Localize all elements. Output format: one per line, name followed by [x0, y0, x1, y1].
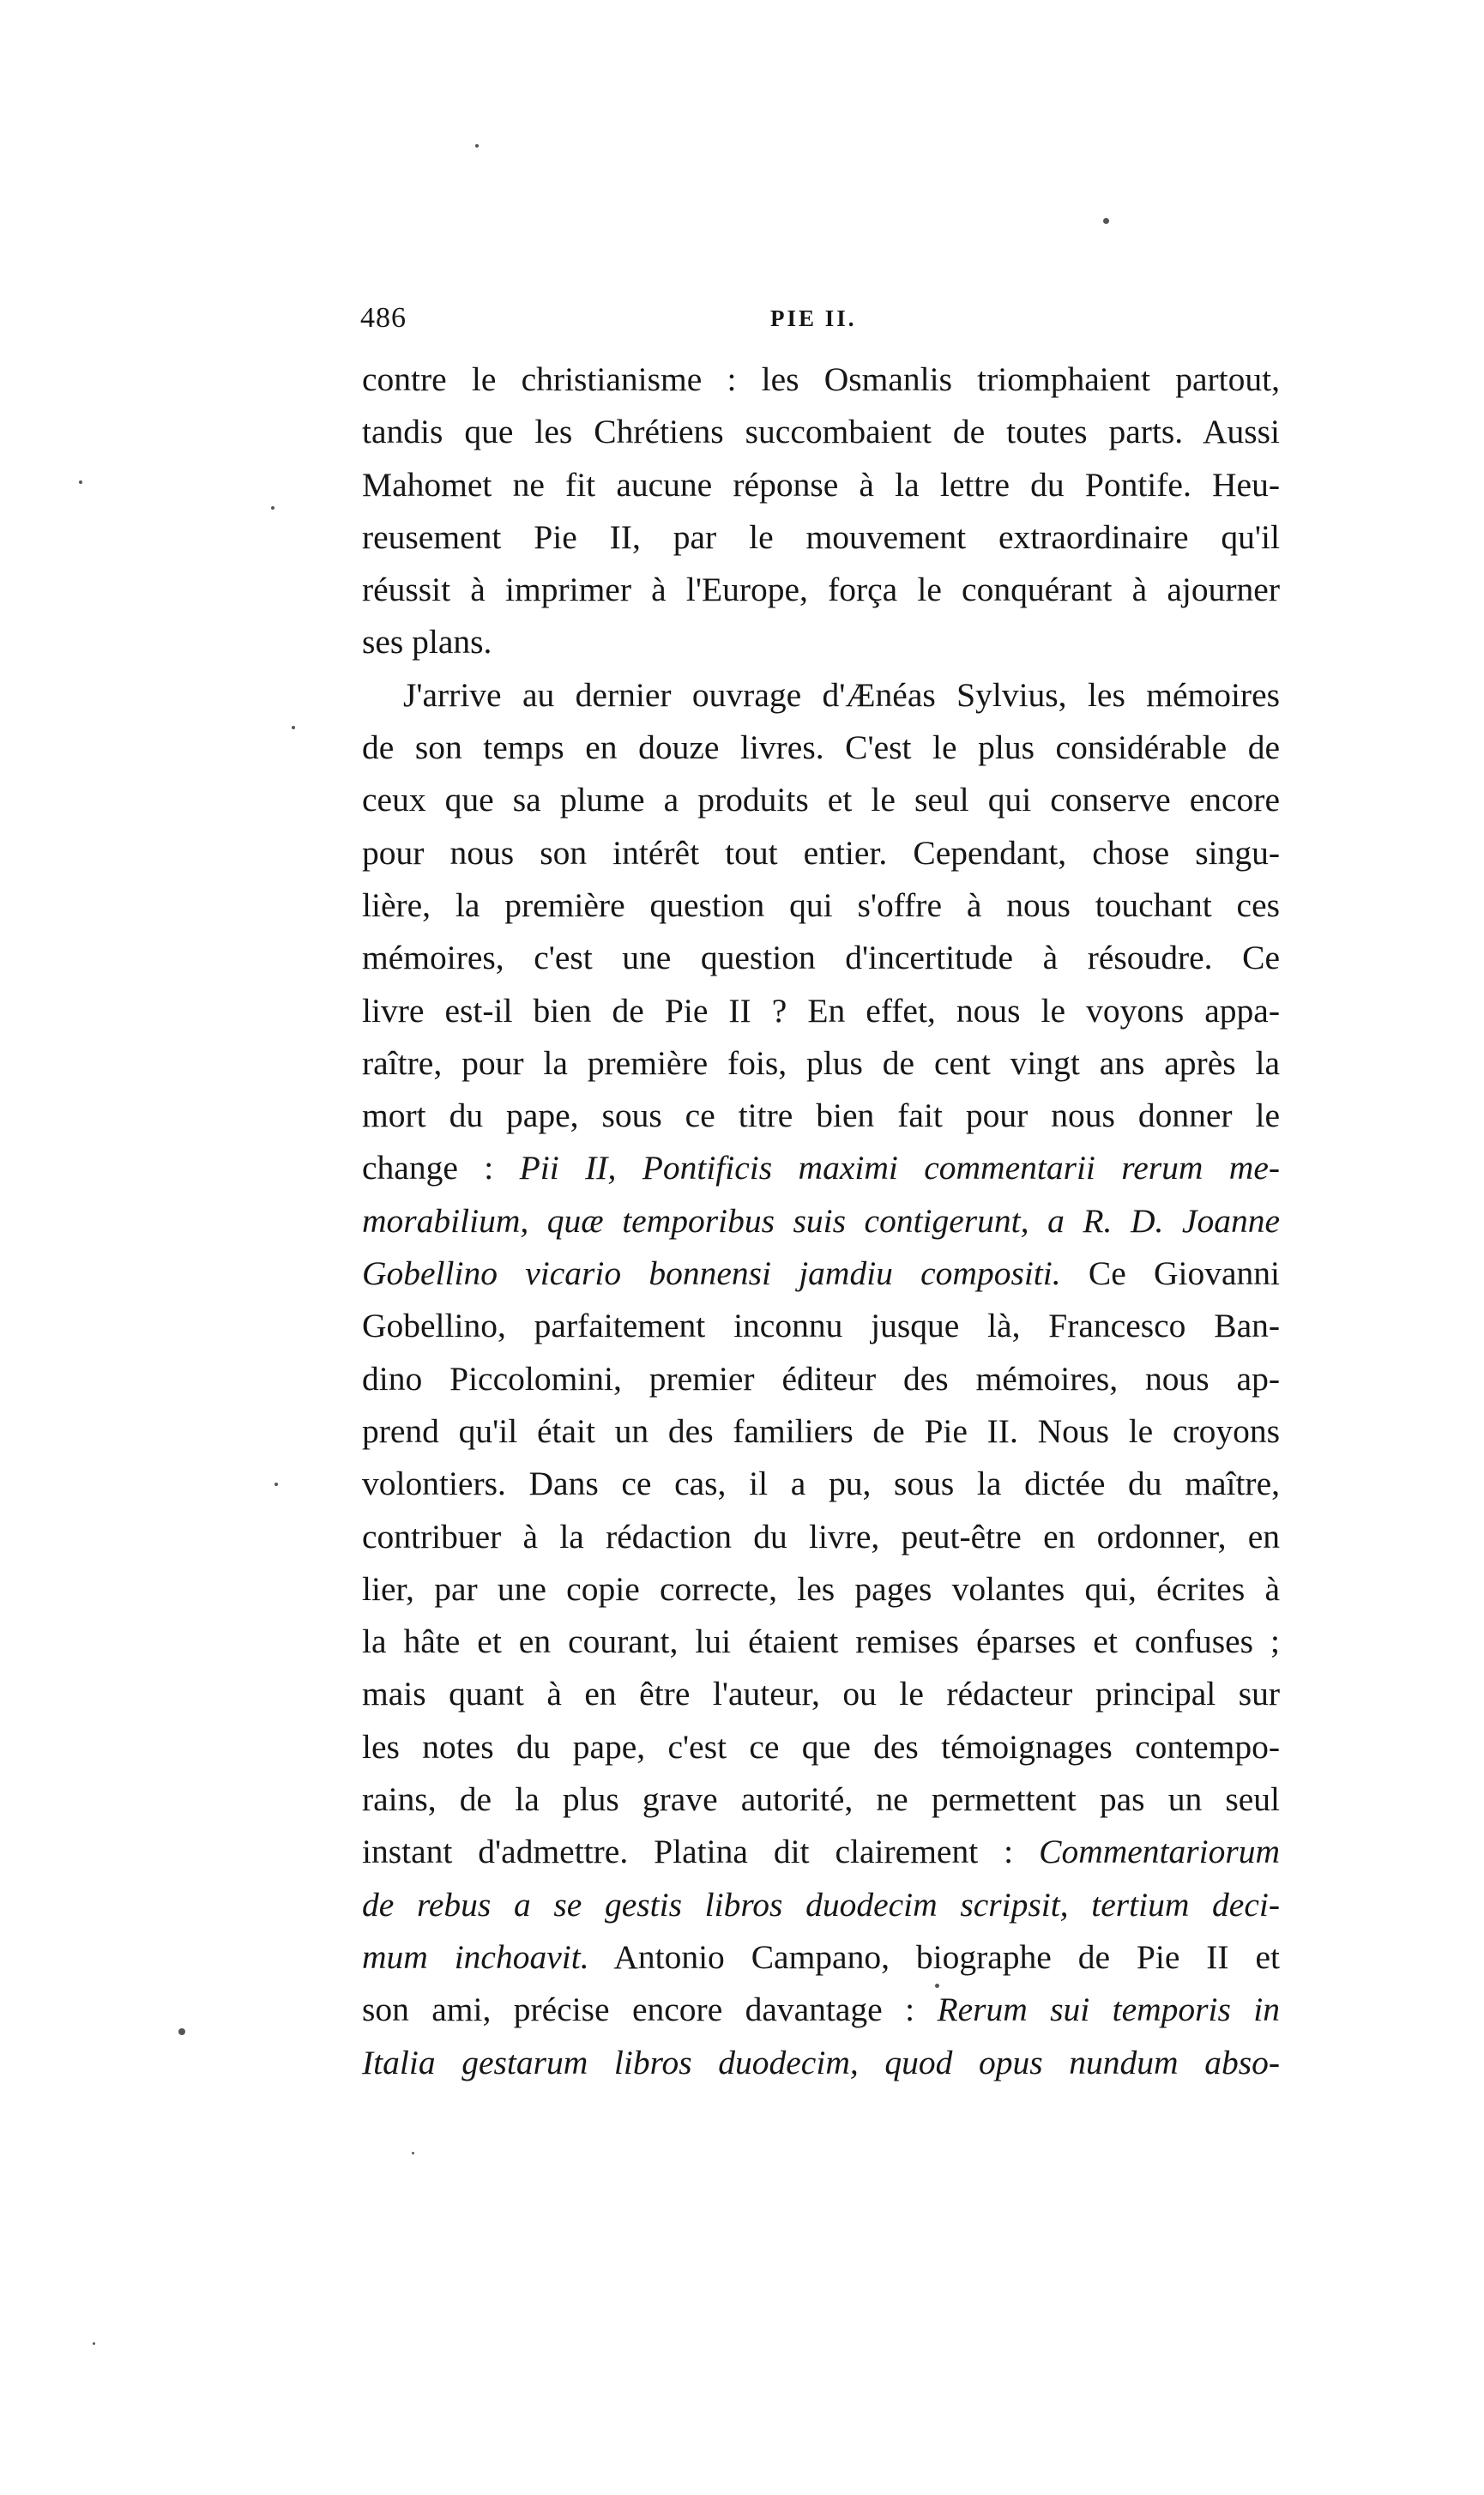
- text-line: mémoires, c'est une question d'incertitude à résoudre. Ce: [362, 939, 1280, 977]
- text-line: la hâte et en courant, lui étaient remises éparses et confuses ;: [362, 1622, 1280, 1661]
- text-line: rains, de la plus grave autorité, ne permettent pas un seul: [362, 1780, 1280, 1819]
- text-line: [362, 1984, 1280, 2036]
- body-text: [362, 353, 1280, 2089]
- scan-speck: [271, 506, 274, 510]
- latin-quote: mum inchoavit.: [362, 1937, 589, 1976]
- text-line: de rebus a se gestis libros duodecim scripsit, tertium deci-: [362, 1885, 1280, 1924]
- text-line: de son temps en douze livres. C'est le plus considérable de: [362, 728, 1280, 767]
- scan-speck: [292, 726, 295, 729]
- text-segment: Ce Giovanni: [1088, 1254, 1280, 1293]
- scan-speck: [178, 2028, 185, 2035]
- scan-speck: [93, 2342, 95, 2345]
- scan-speck: [79, 480, 82, 484]
- scan-speck: [475, 144, 479, 148]
- text-line: contre le christianisme : les Osmanlis triomphaient partout,: [362, 360, 1280, 398]
- latin-quote: Commentariorum: [1039, 1833, 1280, 1871]
- text-line: prend qu'il était un des familiers de Pie II. Nous le croyons: [362, 1411, 1280, 1450]
- text-line: mort du pape, sous ce titre bien fait pour nous donner le: [362, 1096, 1280, 1135]
- text-segment: instant d'admettre. Platina dit clairement :: [362, 1833, 1014, 1871]
- latin-quote: Rerum sui temporis in: [937, 1991, 1280, 2029]
- text-line: [362, 1826, 1280, 1878]
- text-line: Gobellino, parfaitement inconnu jusque là, Francesco Ban-: [362, 1307, 1280, 1345]
- text-segment: Antonio Campano, biographe de Pie II et: [613, 1937, 1280, 1976]
- text-segment: son ami, précise encore davantage :: [362, 1991, 915, 2029]
- text-line: contribuer à la rédaction du livre, peut-être en ordonner, en: [362, 1517, 1280, 1556]
- text-line: réussit à imprimer à l'Europe, força le conquérant à ajourner: [362, 571, 1280, 609]
- latin-title: Pii II, Pontificis maximi commentarii rerum me-: [519, 1149, 1281, 1187]
- text-line: lière, la première question qui s'offre à nous touchant ces: [362, 885, 1280, 924]
- text-line: [362, 1142, 1280, 1194]
- text-line: reusement Pie II, par le mouvement extraordinaire qu'il: [362, 517, 1280, 556]
- text-line: tandis que les Chrétiens succombaient de toutes parts. Aussi: [362, 413, 1280, 451]
- scan-speck: [1103, 218, 1109, 224]
- text-line: morabilium, quæ temporibus suis contigerunt, a R. D. Joanne: [362, 1201, 1280, 1240]
- page-header: [360, 302, 1304, 340]
- text-line: pour nous son intérêt tout entier. Cependant, chose singu-: [362, 833, 1280, 872]
- latin-title: Gobellino vicario bonnensi jamdiu compositi.: [362, 1254, 1061, 1293]
- scan-speck: [935, 1984, 939, 1988]
- text-line: volontiers. Dans ce cas, il a pu, sous la dictée du maître,: [362, 1465, 1280, 1503]
- text-line: raître, pour la première fois, plus de cent vingt ans après la: [362, 1043, 1280, 1082]
- scan-speck: [412, 2152, 414, 2154]
- running-head: PIE II.: [770, 305, 857, 331]
- text-line: J'arrive au dernier ouvrage d'Ænéas Sylvius, les mémoires: [403, 675, 1280, 714]
- text-line: Italia gestarum libros duodecim, quod opus nundum abso-: [362, 2043, 1280, 2081]
- text-line: dino Piccolomini, premier éditeur des mémoires, nous ap-: [362, 1359, 1280, 1398]
- text-segment: change :: [362, 1149, 494, 1187]
- page-number: 486: [360, 302, 407, 334]
- text-line: [362, 1931, 1280, 1984]
- text-line: [362, 1248, 1280, 1300]
- text-line: Mahomet ne fit aucune réponse à la lettre du Pontife. Heu-: [362, 465, 1280, 504]
- text-line: ses plans.: [362, 623, 492, 662]
- text-line: ceux que sa plume a produits et le seul qui conserve encore: [362, 781, 1280, 819]
- text-line: les notes du pape, c'est ce que des témoignages contempo-: [362, 1727, 1280, 1766]
- text-line: lier, par une copie correcte, les pages volantes qui, écrites à: [362, 1569, 1280, 1608]
- text-line: mais quant à en être l'auteur, ou le rédacteur principal sur: [362, 1675, 1280, 1713]
- text-line: livre est-il bien de Pie II ? En effet, nous le voyons appa-: [362, 991, 1280, 1030]
- scan-speck: [274, 1483, 278, 1486]
